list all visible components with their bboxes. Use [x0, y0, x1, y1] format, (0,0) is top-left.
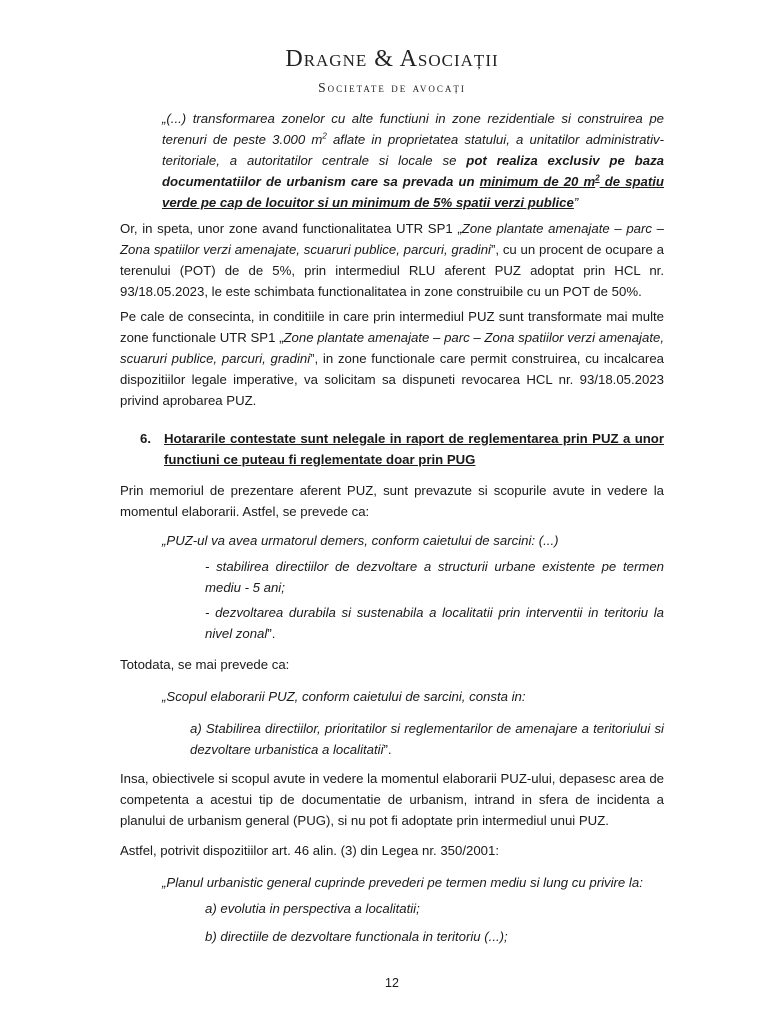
quote4-item-a: a) evolutia in perspectiva a localitatii; — [205, 901, 420, 916]
quote1-sup1: 2 — [322, 131, 327, 141]
quote1-part-d: minimum de 20 m — [479, 174, 596, 189]
firm-subtitle-text: Societate de avocați — [318, 80, 466, 95]
paragraph-3: Prin memoriul de prezentare aferent PUZ, sunt prevazute si scopurile avute in vedere la momentul elaborarii. Astfel, se prevede ca: — [120, 483, 664, 519]
quote1-part-b: aflate in proprietatea statului, a unitatilor administrativ-teritoriale, a autoritatilor centrale si locale se — [162, 132, 664, 168]
quote3-item — [190, 718, 664, 760]
paragraph-2 — [120, 306, 664, 411]
paragraph-6: Astfel, potrivit dispozitiilor art. 46 alin. (3) din Legea nr. 350/2001: — [120, 843, 499, 858]
paragraph-1 — [120, 218, 664, 302]
quote1-part-e: de spatiu verde pe cap de locuitor si un minimum de 5% spatii verzi publice — [162, 174, 664, 210]
para1-part-c: ”, cu un procent de ocupare a terenului (POT) de de 5%, prin intermediul RLU aferent PUZ adoptat prin HCL nr. 93/18.05.2023, le este schimbata functionalitatea in zone construibile cu un POT de 50%. — [120, 242, 664, 299]
firm-name — [0, 46, 784, 73]
quote4-intro: „Planul urbanistic general cuprinde prevederi pe termen mediu si lung cu privire la: — [162, 875, 643, 890]
quote1-sup2: 2 — [595, 173, 600, 183]
quote1-part-a: „(...) transformarea zonelor cu alte functiuni in zone rezidentiale si construirea pe terenuri de peste 3.000 m — [162, 111, 664, 147]
para2-part-c: ”, in zone functionale care permit construirea, cu incalcarea dispozitiilor legale imperative, va solicitam sa dispuneti revocarea HCL nr. 93/18.05.2023 privind aprobarea PUZ. — [120, 351, 664, 408]
para1-part-b: Zone plantate amenajate – parc – Zona spatiilor verzi amenajate, scuaruri publice, parcuri, gradini — [120, 221, 664, 257]
firm-subtitle — [0, 80, 784, 96]
letterhead — [0, 46, 784, 96]
quote3-item-text: a) Stabilirea directiilor, prioritatilor si reglementarilor de amenajare a teritoriului si dezvoltare urbanistica a localitatii — [190, 721, 664, 757]
page-number: 12 — [385, 976, 399, 990]
quote1-part-f: ” — [573, 195, 579, 210]
para2-part-a: Pe cale de consecinta, in conditiile in care prin intermediul PUZ sunt transformate mai multe zone functionale UTR SP1 „ — [120, 309, 664, 345]
quote2-intro: „PUZ-ul va avea urmatorul demers, conform caietului de sarcini: (...) — [162, 533, 559, 548]
quote2-item-1: - stabilirea directiilor de dezvoltare a structurii urbane existente pe termen mediu - 5 ani; — [205, 559, 664, 595]
quote2-item-2-text: - dezvoltarea durabila si sustenabila a localitatii prin interventii in teritoriu la nivel zonal — [205, 605, 664, 641]
section-6-title: Hotararile contestate sunt nelegale in raport de reglementarea prin PUZ a unor functiuni ce puteau fi reglementate doar prin PUG — [164, 431, 664, 467]
firm-name-text: Dragne & Asociații — [285, 46, 499, 72]
paragraph-5: Insa, obiectivele si scopul avute in vedere la momentul elaborarii PUZ-ului, depasesc area de competenta a acestui tip de documentatie de urbanism, intrand in sfera de incidenta a planului de urbanism general (PUG), si nu pot fi adoptate prin intermediul unui PUZ. — [120, 771, 664, 828]
quote-block-1 — [162, 108, 664, 213]
section-6-number: 6. — [140, 431, 151, 446]
para2-part-b: Zone plantate amenajate – parc – Zona spatiilor verzi amenajate, scuaruri publice, parcuri, gradini — [120, 330, 664, 366]
quote3-intro: „Scopul elaborarii PUZ, conform caietului de sarcini, consta in: — [162, 689, 526, 704]
quote4-item-b: b) directiile de dezvoltare functionala in teritoriu (...); — [205, 929, 508, 944]
quote3-item-end: ”. — [383, 742, 392, 757]
quote2-item-2 — [205, 602, 664, 644]
para1-part-a: Or, in speta, unor zone avand functionalitatea UTR SP1 „ — [120, 221, 462, 236]
paragraph-4: Totodata, se mai prevede ca: — [120, 657, 290, 672]
quote2-item-2-end: ”. — [267, 626, 276, 641]
quote1-part-c: pot realiza exclusiv pe baza documentatiilor de urbanism care sa prevada un — [162, 153, 664, 189]
